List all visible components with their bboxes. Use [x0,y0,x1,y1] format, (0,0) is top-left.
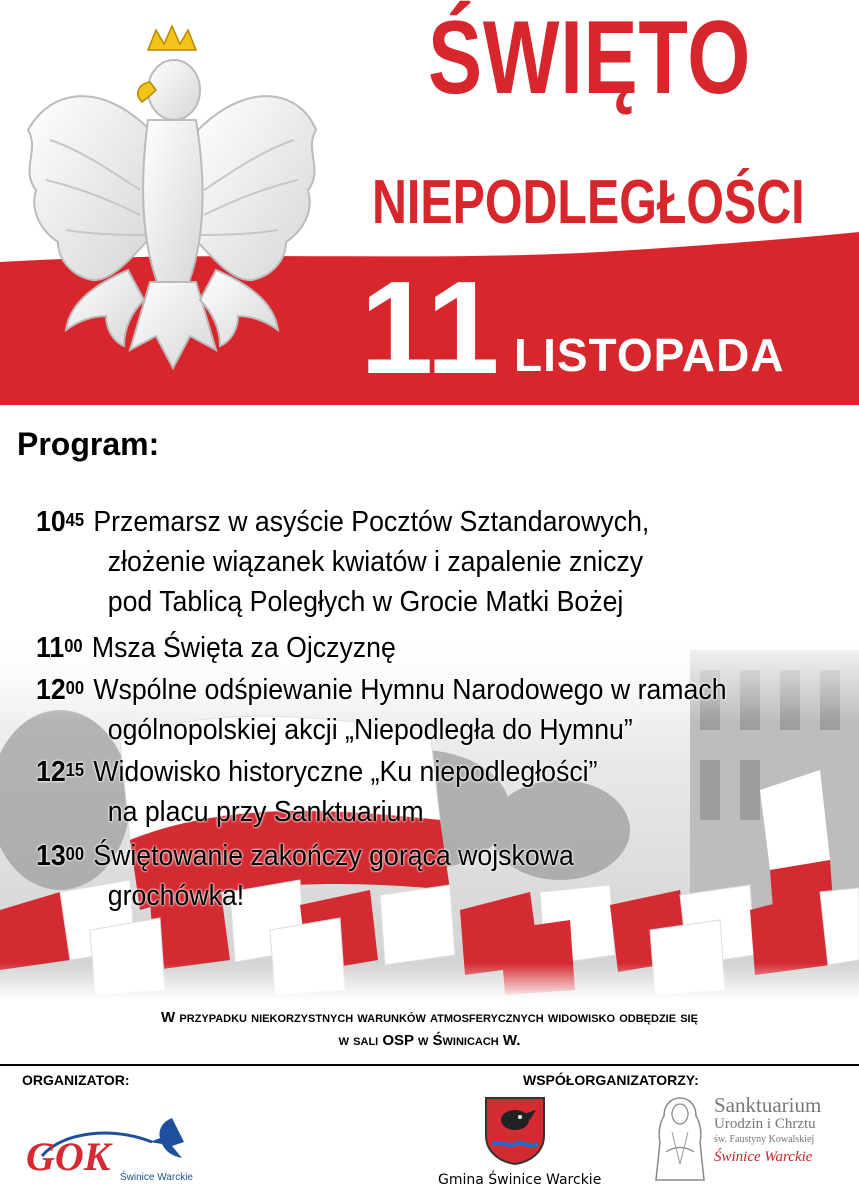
event-1200 [36,670,727,750]
event-text: złożenie wiązanek kwiatów i zapalenie zniczy [107,546,644,578]
svg-text:Świnice Warckie: Świnice Warckie [120,1172,193,1183]
sanktuarium-logo: Sanktuarium Urodzin i Chrztu św. Faustyny Kowalskiej Świnice Warckie [714,1093,822,1165]
svg-text:GOK: GOK [26,1134,111,1179]
white-eagle-emblem-icon [10,20,330,380]
event-text: Wspólne odśpiewanie Hymnu Narodowego w ramach [93,674,727,706]
organizer-label: ORGANIZATOR: [22,1072,130,1088]
footer-divider [0,1064,859,1066]
date-month: LISTOPADA [514,329,785,381]
program-heading: Program: [17,426,160,462]
event-text: pod Tablicą Poległych w Grocie Matki Bożej [107,586,624,618]
event-text: na placu przy Sanktuarium [107,796,424,828]
notice-line-2: w sali OSP w Świnicach W. [338,1032,521,1049]
coorganizers-label: WSPÓŁORGANIZATORZY: [523,1072,699,1088]
event-time: $11^{00}$ [36,632,83,664]
title-niepodleglosci: NIEPODLEGŁOŚCI [372,168,805,237]
event-text: ogólnopolskiej akcji „Niepodległa do Hymnu” [107,714,633,746]
event-text: Przemarsz w asyście Pocztów Sztandarowych, [93,506,650,538]
weather-notice [0,1006,859,1052]
event-time: $13^{00}$ [36,840,85,872]
header-banner [0,0,859,405]
event-1100 [36,628,396,668]
event-1045 [36,502,649,622]
event-time: $10^{45}$ [36,506,85,538]
event-text: Msza Święta za Ojczyznę [91,632,396,664]
gmina-name: Gmina Świnice Warckie [438,1172,602,1188]
event-time: $12^{00}$ [36,674,85,706]
event-text: grochówka! [107,880,245,912]
saint-faustina-icon [652,1092,708,1182]
event-time: $12^{15}$ [36,756,85,788]
event-text: Widowisko historyczne „Ku niepodległości” [93,756,598,788]
gok-logo-icon [22,1112,202,1184]
notice-line-1: W przypadku niekorzystnych warunków atmosferycznych widowisko odbędzie się [161,1009,698,1026]
title-swieto: ŚWIĘTO [428,0,752,116]
gmina-coat-of-arms-icon [484,1096,546,1166]
event-1300 [36,836,574,916]
event-1215 [36,752,597,832]
date-day: 11 [360,254,500,401]
event-text: Świętowanie zakończy gorąca wojskowa [93,840,574,872]
